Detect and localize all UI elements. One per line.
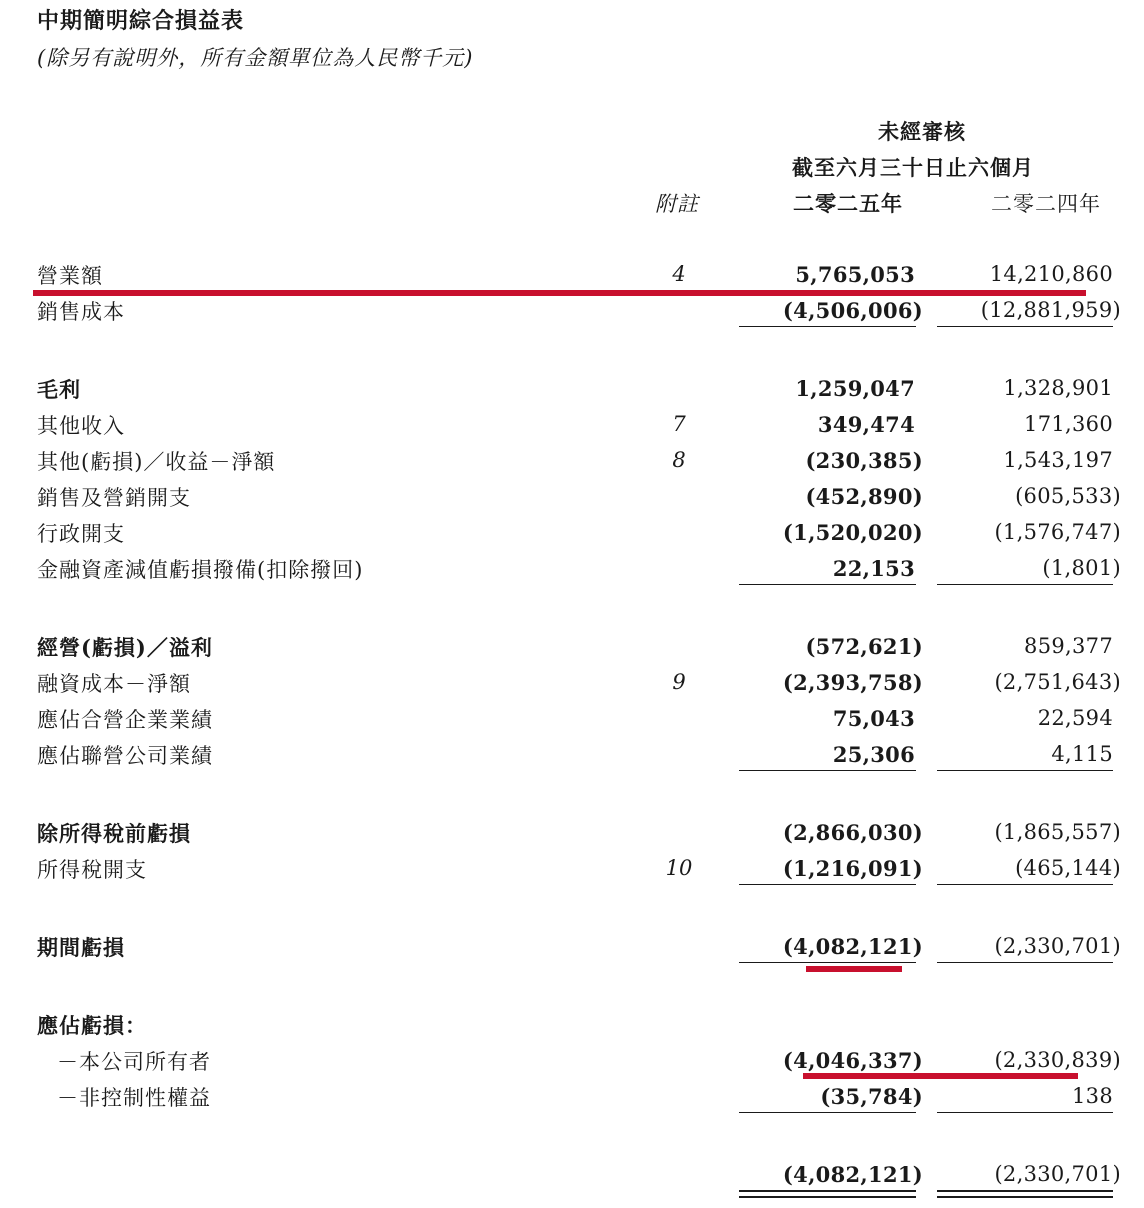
rule-2024 [937,884,1113,885]
row-label-impairment: 金融資產減值虧損撥備(扣除撥回) [37,558,364,582]
row-label-selling-expenses: 銷售及營銷開支 [37,486,191,510]
double-rule-2025-top [739,1190,916,1192]
rule-2025 [739,770,916,771]
row-value-2024-cost-of-sales: (12,881,959) [980,298,1121,322]
row-label-revenue: 營業額 [37,264,103,288]
row-value-2024-non-controlling: 138 [1072,1084,1113,1108]
row-label-loss-for-period: 期間虧損 [37,935,125,960]
row-value-2024-associates: 4,115 [1051,742,1113,766]
statement-subtitle: (除另有說明外，所有金額單位為人民幣千元) [37,46,474,70]
rule-2025 [739,584,916,585]
row-label-loss-before-tax: 除所得稅前虧損 [37,821,191,846]
row-value-2024-revenue: 14,210,860 [989,262,1113,286]
row-value-2025-other-income: 349,474 [817,412,915,437]
double-rule-2025-bottom [739,1196,916,1198]
row-value-2025-gross-profit: 1,259,047 [795,376,915,401]
row-value-2024-total: (2,330,701) [994,1162,1121,1186]
double-rule-2024-top [937,1190,1113,1192]
highlight-underline-owners [803,1073,1078,1079]
row-value-2025-owners: (4,046,337) [782,1048,923,1073]
row-value-2025-income-tax: (1,216,091) [782,856,923,881]
row-label-cost-of-sales: 銷售成本 [37,300,125,324]
rule-2024 [937,1112,1113,1113]
row-value-2025-selling-expenses: (452,890) [805,484,923,509]
double-rule-2024-bottom [937,1196,1113,1198]
row-note-finance-costs: 9 [672,670,686,694]
row-note-other-income: 7 [672,412,686,436]
row-value-2025-joint-ventures: 75,043 [832,706,915,731]
row-label-operating-result: 經營(虧損)／溢利 [37,635,213,660]
row-value-2024-loss-for-period: (2,330,701) [994,934,1121,958]
header-year-2024: 二零二四年 [991,192,1101,216]
rule-2024 [937,770,1113,771]
rule-2024 [937,584,1113,585]
row-label-non-controlling: －非控制性權益 [57,1086,211,1110]
header-note-column: 附註 [655,192,699,216]
row-value-2024-admin-expenses: (1,576,747) [994,520,1121,544]
highlight-underline-revenue [33,290,1086,296]
row-label-admin-expenses: 行政開支 [37,522,125,546]
row-value-2024-owners: (2,330,839) [994,1048,1121,1072]
row-value-2025-non-controlling: (35,784) [820,1084,923,1109]
row-label-gross-profit: 毛利 [37,377,81,402]
row-value-2024-finance-costs: (2,751,643) [994,670,1121,694]
row-value-2025-impairment: 22,153 [832,556,915,581]
row-value-2025-cost-of-sales: (4,506,006) [782,298,923,323]
row-value-2025-operating-result: (572,621) [805,634,923,659]
row-value-2024-operating-result: 859,377 [1024,634,1113,658]
statement-title: 中期簡明綜合損益表 [37,8,245,34]
row-value-2024-gross-profit: 1,328,901 [1003,376,1113,400]
header-year-2025: 二零二五年 [793,191,903,216]
row-value-2024-impairment: (1,801) [1042,556,1121,580]
row-label-owners: －本公司所有者 [57,1050,211,1074]
row-value-2024-loss-before-tax: (1,865,557) [994,820,1121,844]
row-value-2025-total: (4,082,121) [782,1162,923,1187]
row-value-2025-revenue: 5,765,053 [795,262,915,287]
row-note-income-tax: 10 [665,856,693,880]
highlight-underline-loss-for-period [806,966,902,972]
row-value-2024-joint-ventures: 22,594 [1037,706,1113,730]
row-label-joint-ventures: 應佔合營企業業績 [37,708,213,732]
rule-2025 [739,962,916,963]
rule-2025 [739,1112,916,1113]
row-label-other-gains-losses: 其他(虧損)／收益－淨額 [37,450,276,474]
rule-2024 [937,326,1113,327]
row-value-2024-income-tax: (465,144) [1015,856,1121,880]
row-label-income-tax: 所得稅開支 [37,858,147,882]
row-value-2025-other-gains-losses: (230,385) [805,448,923,473]
row-value-2025-finance-costs: (2,393,758) [782,670,923,695]
row-value-2024-other-income: 171,360 [1024,412,1113,436]
row-note-other-gains-losses: 8 [672,448,686,472]
rule-2025 [739,326,916,327]
row-value-2025-loss-before-tax: (2,866,030) [782,820,923,845]
row-label-other-income: 其他收入 [37,414,125,438]
row-note-revenue: 4 [672,262,686,286]
header-audit: 未經審核 [878,119,966,144]
row-label-loss-attributable: 應佔虧損： [37,1013,147,1038]
row-value-2024-other-gains-losses: 1,543,197 [1003,448,1113,472]
row-value-2025-admin-expenses: (1,520,020) [782,520,923,545]
row-value-2024-selling-expenses: (605,533) [1015,484,1121,508]
rule-2024 [937,962,1113,963]
row-value-2025-loss-for-period: (4,082,121) [782,934,923,959]
row-value-2025-associates: 25,306 [832,742,915,767]
header-period: 截至六月三十日止六個月 [792,155,1034,180]
row-label-associates: 應佔聯營公司業績 [37,744,213,768]
rule-2025 [739,884,916,885]
row-label-finance-costs: 融資成本－淨額 [37,672,191,696]
